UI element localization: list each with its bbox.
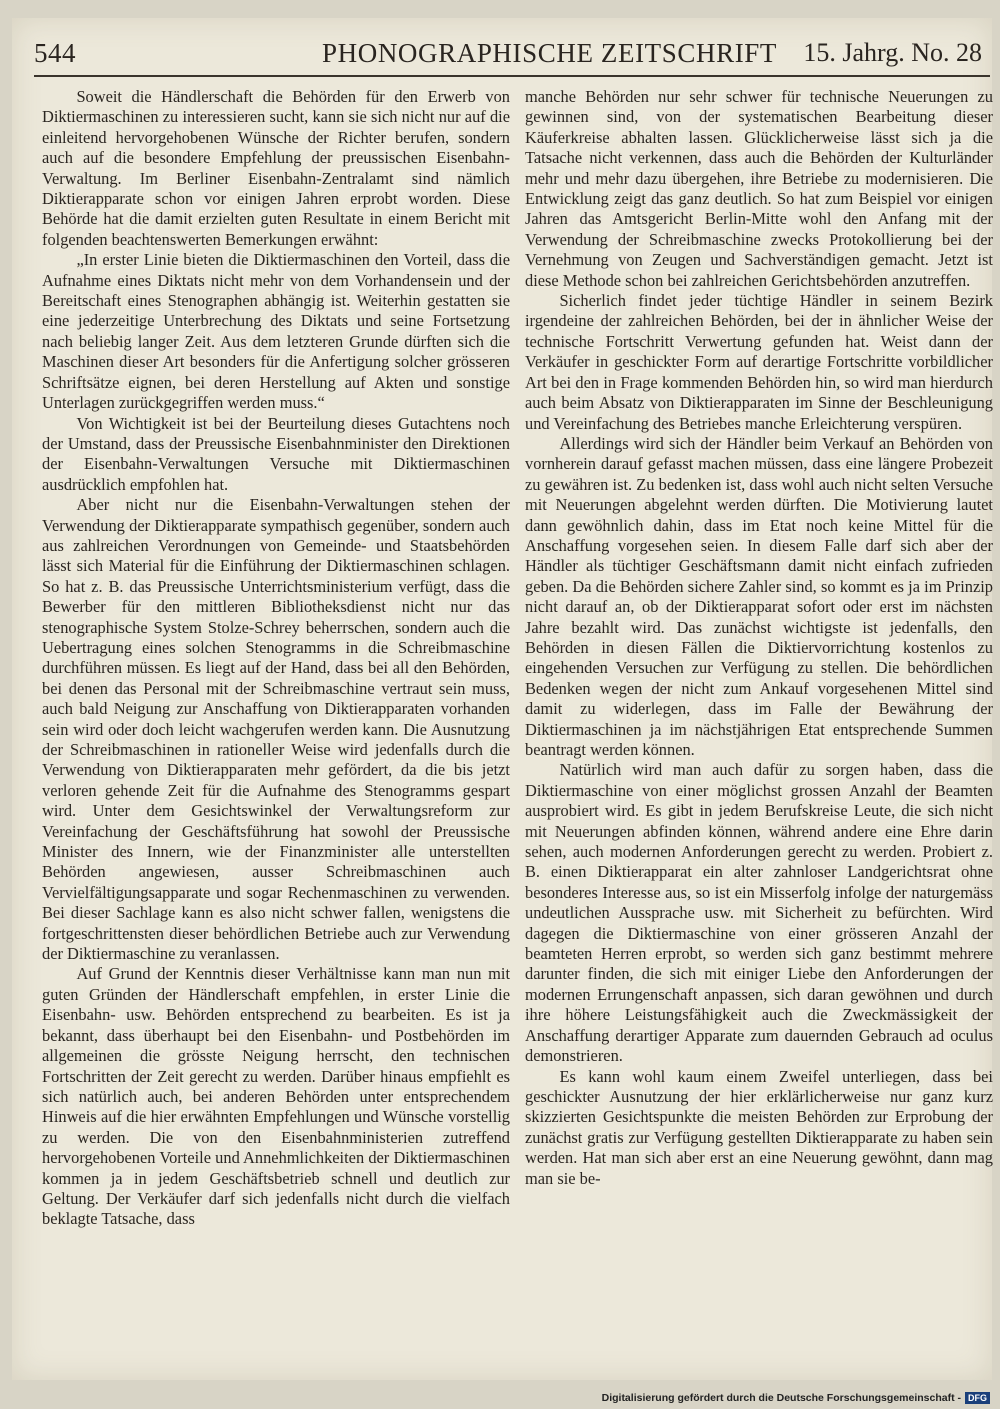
header-rule <box>34 75 990 77</box>
right-column <box>525 87 993 1189</box>
page-header <box>34 38 990 76</box>
issue-info: 15. Jahrg. No. 28 <box>803 38 982 67</box>
journal-title: PHONOGRAPHISCHE ZEITSCHRIFT <box>322 38 777 68</box>
dfg-logo: DFG <box>965 1392 990 1404</box>
paragraph: Sicherlich findet jeder tüchtige Händler in seinem Bezirk irgendeine der zahlreichen Behörden, bei der in ähnlicher Weise der technische Fortschritt Verwertung gefunden hat. Weist dann der Verkäufer in geschickter Form auf derartige Fortschritte vorbildlicher Art bei den in Frage kommenden Behörden hin, so wird man hierdurch auch beim Absatz von Diktierapparaten im Sinne der Beschleunigung und Vereinfachung des Betriebes manche Erleichterung verspüren. <box>525 291 993 433</box>
digitization-footer <box>602 1392 990 1404</box>
footer-text: Digitalisierung gefördert durch die Deutsche Forschungsgemeinschaft - <box>601 1392 961 1404</box>
paragraph: Natürlich wird man auch dafür zu sorgen haben, dass die Diktiermaschine von einer möglichst grossen Anzahl der Beamten ausprobiert wird. Es gibt in jedem Berufskreise Leute, die sich nicht mit Neuerungen abfinden können, während andere eine Ehre darin sehen, auch modernen Anforderungen gerecht zu werden. Probiert z. B. einen Diktierapparat ein alter zahnloser Landgerichtsrat ohne besonderes Interesse aus, so ist ein Misserfolg infolge der naturgemäss undeutlichen Aussprache usw. mit Sicherheit zu befürchten. Wird dagegen die Diktiermaschine von einer grösseren Anzahl der beamteten Herren erprobt, so werden sich ganz bestimmt mehrere darunter finden, die sich mit einiger Liebe den Anforderungen der modernen Errungenschaft anpassen, sich daran gewöhnen und durch ihre höhere Leistungsfähigkeit auch die Zweckmässigkeit der Anschaffung derartiger Apparate zum dauernden Gebrauch ad oculus demonstrieren. <box>525 760 993 1066</box>
page-number: 544 <box>34 38 76 68</box>
left-column <box>42 87 510 1230</box>
paragraph: Aber nicht nur die Eisenbahn-Verwaltungen stehen der Verwendung der Diktierapparate sympathisch gegenüber, sondern auch aus zahlreichen Verordnungen von Gemeinde- und Staatsbehörden lässt sich Material für die Einführung der Diktiermaschinen schlagen. So hat z. B. das Preussische Unterrichtsministerium verfügt, dass die Bewerber für den mittleren Bibliotheksdienst nicht nur das stenographische System Stolze-Schrey beherrschen, sondern auch die Uebertragung eines solchen Stenogramms in die Schreibmaschine durchführen müssen. Es liegt auf der Hand, dass bei all den Behörden, bei denen das Personal mit der Schreibmaschine vertraut sein muss, auch bald Neigung zur Anschaffung von Diktierapparaten vorhanden sein wird oder doch leicht wachgerufen werden kann. Die Ausnutzung der Schreibmaschinen in rationeller Weise wird jedenfalls durch die Verwendung von Diktierapparaten mehr gefördert, da die bis jetzt verloren gehende Zeit für die Aufnahme des Stenogramms gespart wird. Unter dem Gesichtswinkel der Verwaltungsreform zur Vereinfachung der Geschäftsführung hat sowohl der Preussische Minister des Innern, wie der Finanzminister alle unterstellten Behörden angewiesen, ausser Schreibmaschinen auch Vervielfältigungsapparate und sogar Rechenmaschinen zu verwenden. Bei dieser Sachlage kann es also nicht schwer fallen, wenigstens die fortgeschrittensten dieser behördlichen Betriebe auch zur Verwendung der Diktiermaschine zu veranlassen. <box>42 495 510 964</box>
paragraph: Auf Grund der Kenntnis dieser Verhältnisse kann man nun mit guten Gründen der Händlerschaft empfehlen, in erster Linie die Eisenbahn- usw. Behörden entsprechend zu bearbeiten. Es ist ja bekannt, dass überhaupt bei den Eisenbahn- und Postbehörden im allgemeinen die grösste Neigung herrscht, den technischen Fortschritten der Zeit gerecht zu werden. Darüber hinaus empfiehlt es sich natürlich auch, bei anderen Behörden unter entsprechendem Hinweis auf die hier erwähnten Empfehlungen und Wünsche vorstellig zu werden. Die von den Eisenbahnministerien zutreffend hervorgehobenen Vorteile und Annehmlichkeiten der Diktiermaschinen kommen ja in jedem Geschäftsbetrieb schnell und deutlich zur Geltung. Der Verkäufer darf sich jedenfalls nicht durch die vielfach beklagte Tatsache, dass <box>42 964 510 1229</box>
paragraph: Von Wichtigkeit ist bei der Beurteilung dieses Gutachtens noch der Umstand, dass der Preussische Eisenbahnminister den Direktionen der Eisenbahn-Verwaltungen Versuche mit Diktiermaschinen ausdrücklich empfohlen hat. <box>42 413 510 494</box>
paragraph: Allerdings wird sich der Händler beim Verkauf an Behörden von vornherein darauf gefasst machen müssen, dass eine längere Probezeit zu gewähren ist. Zu bedenken ist, dass wohl auch nicht selten Versuche mit Neuerungen abgelehnt werden dürften. Die Motivierung lautet dann gewöhnlich dahin, dass im Etat noch keine Mittel für die Anschaffung vorgesehen seien. In diesem Falle darf sich aber der Händler als tüchtiger Geschäftsmann damit nicht einfach zufrieden geben. Da die Behörden sichere Zahler sind, so kommt es ja im Prinzip nicht darauf an, ob der Diktierapparat sofort oder erst im nächsten Jahre bezahlt wird. Das zunächst wichtigste ist jedenfalls, den Behörden in diesen Fällen die Diktiervorrichtung kostenlos zu eingehenden Versuchen zur Verfügung zu stellen. Die behördlichen Bedenken wegen der nicht zum Ankauf vorgesehenen Mittel sind damit zu widerlegen, dass im Falle der Bewährung der Diktiermaschinen ja im nächstjährigen Etat entsprechende Summen beantragt werden können. <box>525 433 993 759</box>
paragraph: Soweit die Händlerschaft die Behörden für den Erwerb von Diktiermaschinen zu interessieren sucht, kann sie sich nicht nur auf die einleitend hervorgehobenen Wünsche der Richter berufen, sondern auch auf die besondere Empfehlung der preussischen Eisenbahn-Verwaltung. Im Berliner Eisenbahn-Zentralamt sind nämlich Diktierapparate schon vor einigen Jahren erprobt worden. Diese Behörde hat die damit erzielten guten Resultate in einem Bericht mit folgenden beachtenswerten Bemerkungen erwähnt: <box>42 87 510 249</box>
paragraph-quote: „In erster Linie bieten die Diktiermaschinen den Vorteil, dass die Aufnahme eines Diktats nicht mehr von dem Vorhandensein und der Bereitschaft eines Stenographen abhängig ist. Weiterhin gestatten sie eine jederzeitige Unterbrechung des Diktats und seine Fortsetzung nach beliebig langer Zeit. Aus dem letzteren Grunde dürften sich die Maschinen dieser Art besonders für die Anfertigung solcher grösseren Schriftsätze eignen, bei deren Herstellung auf Akten und sonstige Unterlagen zurückgegriffen werden muss.“ <box>42 250 510 413</box>
paragraph: Es kann wohl kaum einem Zweifel unterliegen, dass bei geschickter Ausnutzung der hier erklärlicherweise nur ganz kurz skizzierten Gesichtspunkte die meisten Behörden zur Erprobung der zunächst gratis zur Verfügung gestellten Diktierapparate zu haben sein werden. Hat man sich aber erst an eine Neuerung gewöhnt, dann mag man sie be- <box>525 1066 993 1188</box>
paragraph-continued: manche Behörden nur sehr schwer für technische Neuerungen zu gewinnen sind, von der systematischen Bearbeitung dieser Käuferkreise abhalten lassen. Glücklicherweise lässt sich ja die Tatsache nicht verkennen, dass auch die Behörden der Kulturländer mehr und mehr dazu übergehen, ihre Betriebe zu modernisieren. Die Entwicklung zeigt das ganz deutlich. So hat zum Beispiel vor einigen Jahren das Amtsgericht Berlin-Mitte wohl den Anfang mit der Verwendung der Schreibmaschine zwecks Protokollierung bei der Vernehmung von Zeugen und Sachverständigen gemacht. Jetzt ist diese Methode schon bei zahlreichen Gerichtsbehörden anzutreffen. <box>525 87 993 290</box>
scanned-page <box>12 18 992 1380</box>
